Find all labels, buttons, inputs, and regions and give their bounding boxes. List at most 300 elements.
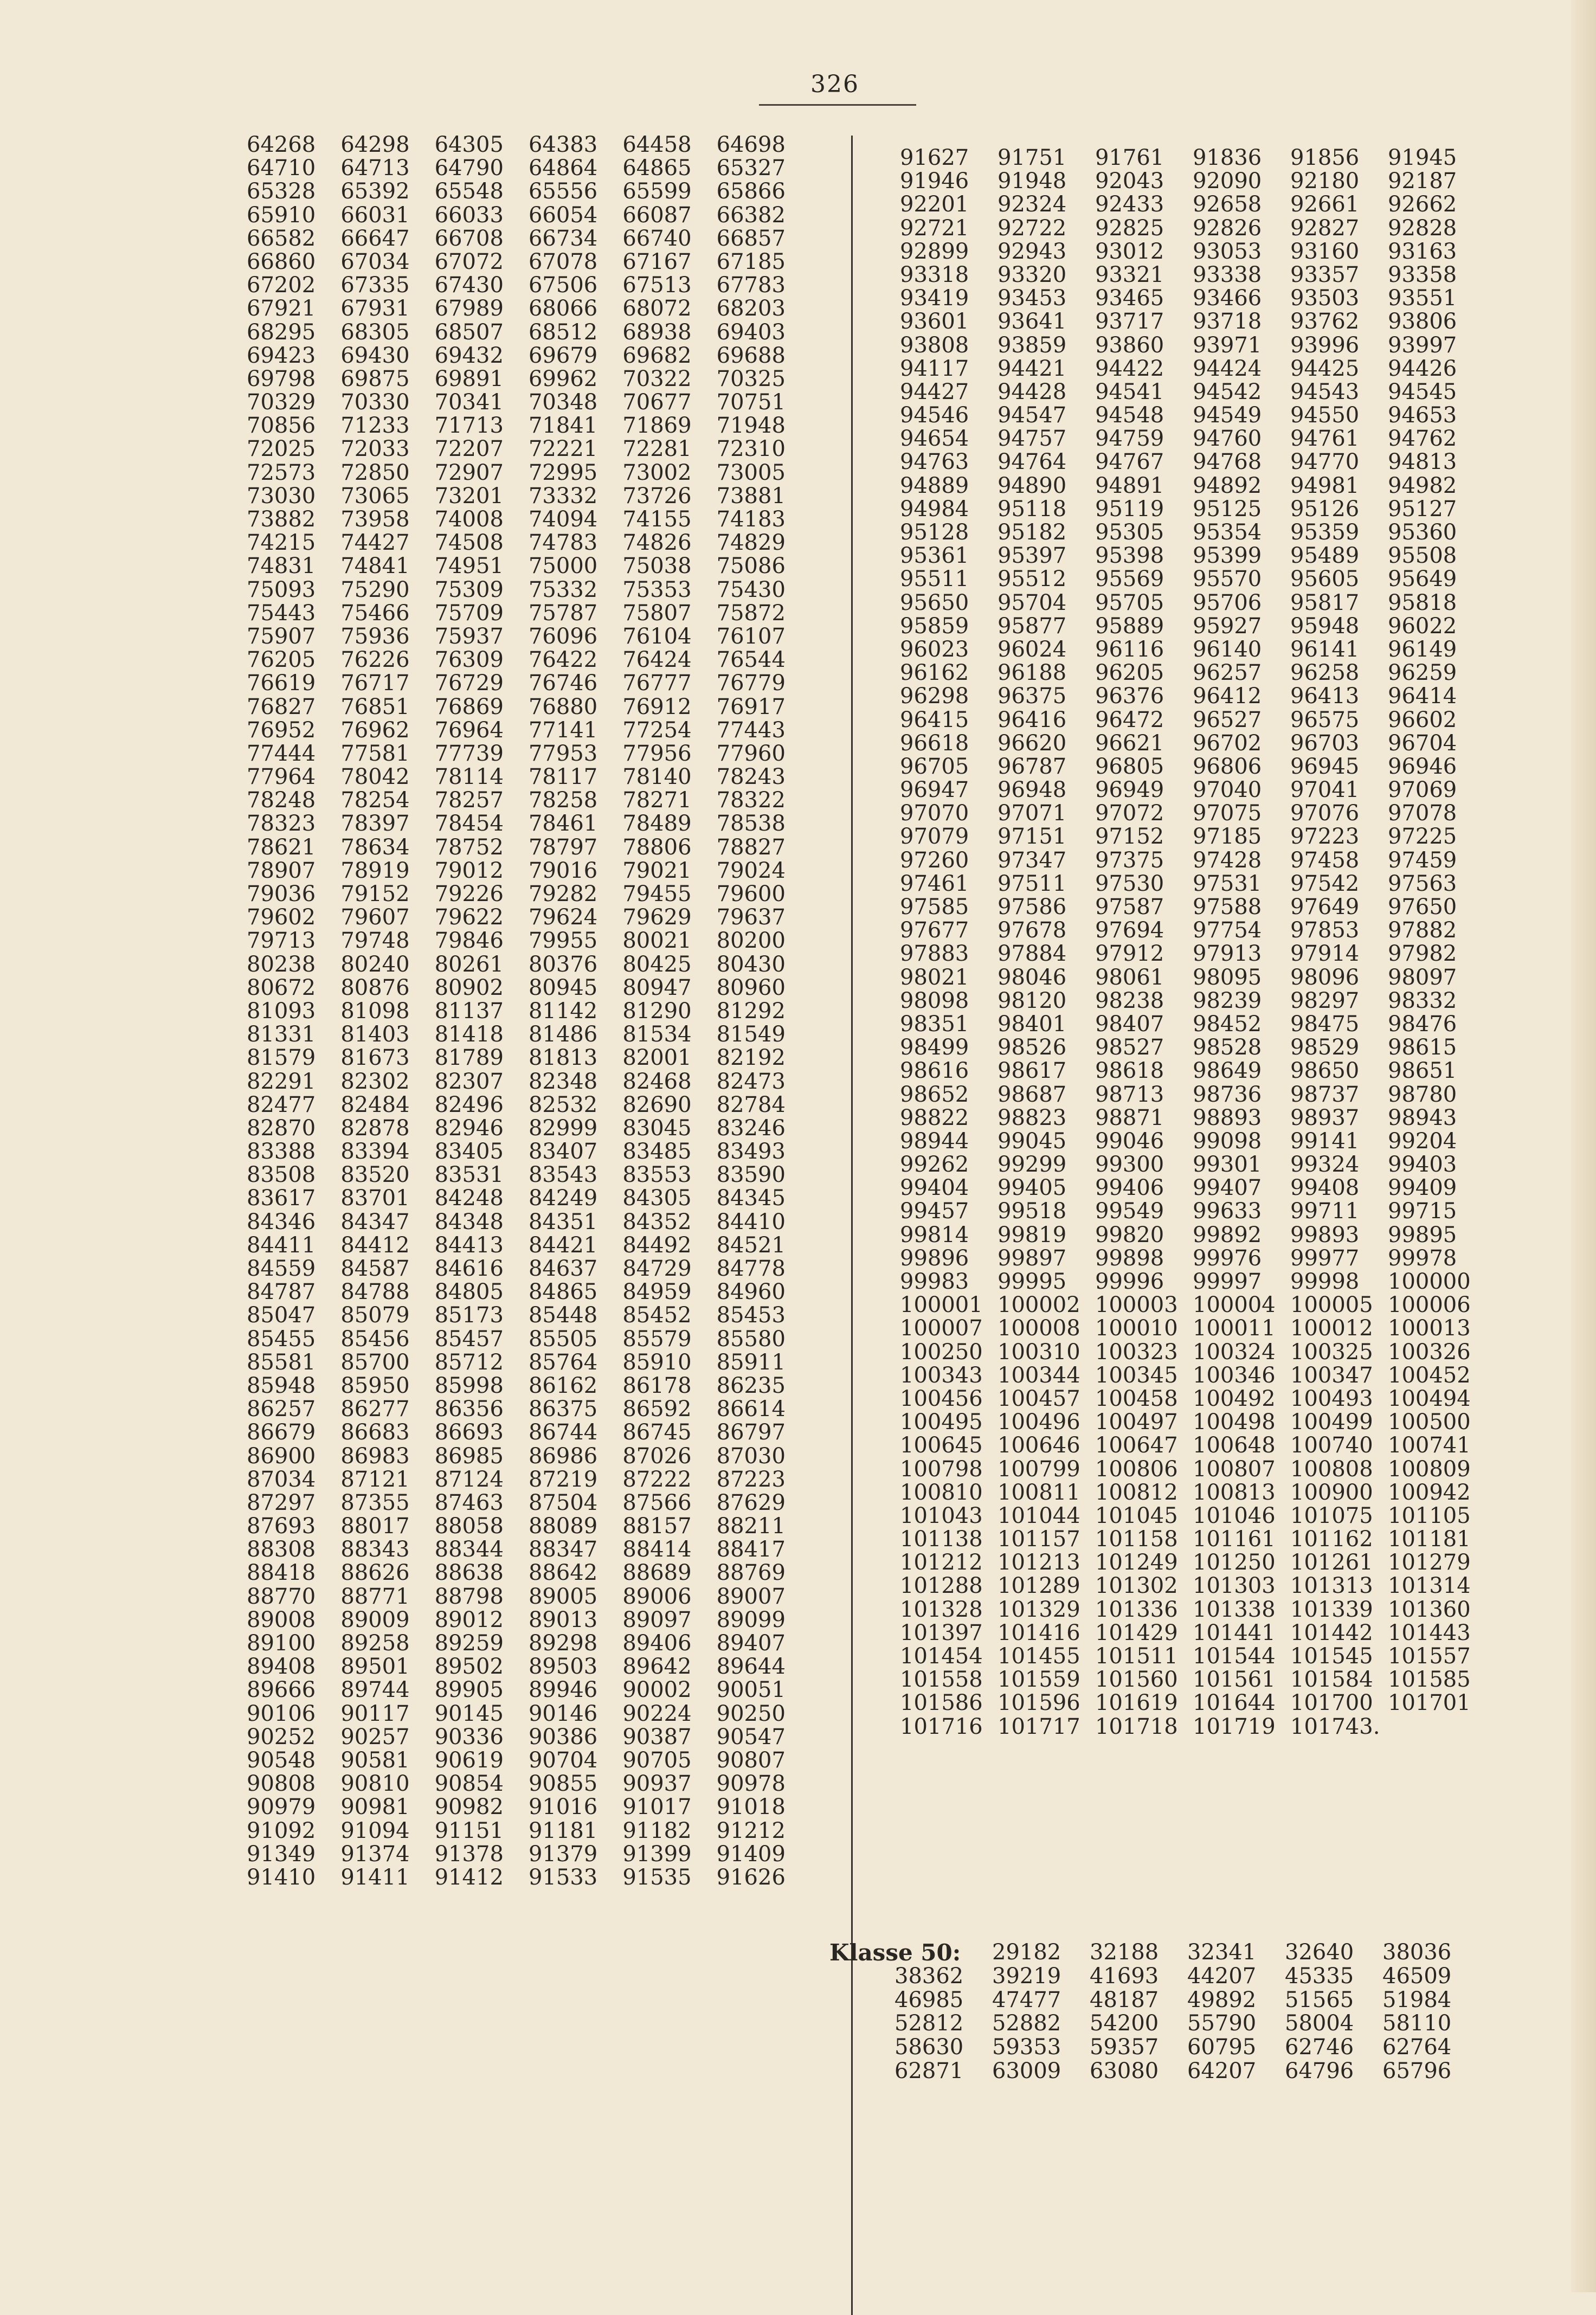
number-cell: 87463 [434, 1490, 504, 1515]
number-cell: 64710 [247, 156, 316, 181]
number-row [247, 1726, 810, 1749]
number-cell: 101586 [900, 1690, 983, 1716]
number-cell: 82348 [528, 1069, 598, 1094]
number-cell: 75807 [622, 600, 692, 626]
number-cell: 86178 [622, 1373, 692, 1398]
number-row [900, 193, 1491, 216]
number-cell: 96149 [1388, 636, 1457, 662]
number-cell: 71841 [528, 413, 598, 439]
number-cell: 96948 [998, 777, 1067, 803]
number-cell: 85457 [434, 1326, 504, 1352]
number-cell: 73332 [528, 483, 598, 509]
number-row [247, 1866, 810, 1889]
number-cell: 65599 [622, 179, 692, 204]
number-cell: 98944 [900, 1128, 969, 1154]
number-row [900, 661, 1491, 685]
number-cell: 90387 [622, 1724, 692, 1750]
number-cell: 90051 [716, 1677, 786, 1703]
number-cell: 93012 [1095, 239, 1164, 264]
number-row [900, 1458, 1491, 1481]
number-cell: 101162 [1290, 1527, 1373, 1552]
number-cell: 95398 [1095, 543, 1164, 569]
number-cell: 96705 [900, 754, 969, 779]
number-cell: 95399 [1193, 543, 1262, 569]
number-cell: 80902 [434, 975, 504, 1000]
number-cell: 101302 [1095, 1573, 1178, 1599]
number-cell: 101454 [900, 1644, 983, 1669]
number-cell: 101043 [900, 1503, 983, 1528]
number-cell: 88347 [528, 1537, 598, 1562]
number-cell: 70325 [716, 366, 786, 391]
number-cell: 88343 [340, 1537, 410, 1562]
number-cell: 51984 [1382, 1987, 1452, 2012]
number-cell: 99977 [1290, 1245, 1360, 1271]
number-cell: 66087 [622, 202, 692, 228]
number-cell: 101313 [1290, 1573, 1373, 1599]
number-cell: 71713 [434, 413, 504, 439]
number-cell: 64698 [716, 132, 786, 157]
number-row [247, 953, 810, 976]
number-cell: 74508 [434, 530, 504, 556]
number-cell: 97853 [1290, 918, 1360, 943]
number-cell: 101289 [998, 1573, 1080, 1599]
number-cell: 86983 [340, 1443, 410, 1469]
number-cell: 92943 [998, 239, 1067, 264]
number-cell: 97883 [900, 941, 969, 967]
number-cell: 89406 [622, 1631, 692, 1656]
number-cell: 99457 [900, 1199, 969, 1224]
number-cell: 100008 [998, 1316, 1080, 1341]
number-cell: 88771 [340, 1584, 410, 1609]
number-cell: 70677 [622, 390, 692, 415]
number-cell: 100250 [900, 1339, 983, 1365]
number-cell: 69423 [247, 343, 316, 368]
number-cell: 93338 [1193, 262, 1262, 287]
number-cell: 81813 [528, 1045, 598, 1071]
number-cell: 101338 [1193, 1597, 1276, 1622]
number-cell: 101561 [1193, 1667, 1276, 1693]
number-cell: 98120 [998, 988, 1067, 1013]
number-cell: 76880 [528, 694, 598, 719]
number-cell: 86375 [528, 1397, 598, 1422]
number-cell: 86614 [716, 1397, 786, 1422]
number-cell: 96602 [1388, 707, 1457, 732]
number-cell: 100494 [1388, 1386, 1471, 1411]
number-cell: 69403 [716, 319, 786, 345]
number-cell: 87504 [528, 1490, 598, 1515]
number-cell: 76827 [247, 694, 316, 719]
number-cell: 75466 [340, 600, 410, 626]
number-cell: 95128 [900, 520, 969, 545]
number-cell: 84778 [716, 1256, 786, 1281]
number-cell: 100741 [1388, 1433, 1471, 1458]
number-cell: 99045 [998, 1128, 1067, 1154]
number-cell: 94654 [900, 426, 969, 452]
number-cell: 69688 [716, 343, 786, 368]
number-cell: 90979 [247, 1795, 316, 1820]
number-cell: 98943 [1388, 1105, 1457, 1130]
number-cell: 97260 [900, 847, 969, 873]
number-cell: 81549 [716, 1022, 786, 1047]
number-cell: 66734 [528, 226, 598, 251]
number-cell: 92043 [1095, 169, 1164, 194]
number-cell: 96621 [1095, 730, 1164, 756]
number-row [247, 250, 810, 274]
number-cell: 97585 [900, 895, 969, 919]
number-cell: 75093 [247, 577, 316, 602]
number-cell: 95927 [1193, 613, 1262, 639]
number-cell: 100813 [1193, 1480, 1276, 1505]
number-cell: 78323 [247, 811, 316, 837]
number-cell: 97069 [1388, 777, 1457, 803]
number-cell: 87026 [622, 1443, 692, 1469]
number-row [247, 719, 810, 742]
number-cell: 65548 [434, 179, 504, 204]
number-cell: 67167 [622, 249, 692, 274]
number-cell: 96946 [1388, 754, 1457, 779]
number-cell: 46985 [894, 1987, 964, 2012]
number-cell: 85047 [247, 1303, 316, 1328]
number-cell: 93859 [998, 332, 1067, 358]
number-cell: 99409 [1388, 1175, 1457, 1201]
number-cell: 101619 [1095, 1690, 1178, 1716]
page-number: 326 [810, 70, 859, 98]
number-cell: 92827 [1290, 215, 1360, 241]
number-cell: 95182 [998, 520, 1067, 545]
number-row [900, 1598, 1491, 1622]
number-cell: 100003 [1095, 1292, 1178, 1318]
number-cell: 77960 [716, 741, 786, 766]
number-cell: 79607 [340, 905, 410, 930]
number-row [247, 789, 810, 812]
number-cell: 92828 [1388, 215, 1457, 241]
number-cell: 71948 [716, 413, 786, 439]
number-cell: 87355 [340, 1490, 410, 1515]
number-row [247, 1023, 810, 1046]
number-cell: 81579 [247, 1045, 316, 1071]
number-cell: 99995 [998, 1269, 1067, 1294]
number-cell: 76912 [622, 694, 692, 719]
number-cell: 39219 [992, 1963, 1061, 1989]
number-cell: 38362 [894, 1963, 964, 1989]
number-cell: 88089 [528, 1514, 598, 1539]
number-cell: 98239 [1193, 988, 1262, 1013]
number-row [247, 274, 810, 297]
number-cell: 84305 [622, 1186, 692, 1211]
number-cell: 76424 [622, 647, 692, 673]
number-cell: 101138 [900, 1527, 983, 1552]
number-cell: 89407 [716, 1631, 786, 1656]
number-cell: 74008 [434, 507, 504, 532]
number-cell: 93163 [1388, 239, 1457, 264]
number-cell: 96949 [1095, 777, 1164, 803]
number-row [247, 531, 810, 555]
number-cell: 72025 [247, 436, 316, 462]
number-cell: 101288 [900, 1573, 983, 1599]
number-cell: 95359 [1290, 520, 1360, 545]
number-cell: 101328 [900, 1597, 983, 1622]
number-row [247, 1046, 810, 1070]
number-cell: 101261 [1290, 1550, 1373, 1576]
number-cell: 95397 [998, 543, 1067, 569]
number-cell: 97542 [1290, 871, 1360, 896]
number-cell: 79602 [247, 905, 316, 930]
number-row [900, 919, 1491, 942]
number-cell: 88770 [247, 1584, 316, 1609]
number-cell: 78243 [716, 764, 786, 790]
number-cell: 84788 [340, 1279, 410, 1305]
number-cell: 79012 [434, 858, 504, 883]
number-cell: 73030 [247, 483, 316, 509]
number-cell: 63080 [1090, 2058, 1159, 2084]
number-cell: 78114 [434, 764, 504, 790]
number-cell: 86693 [434, 1420, 504, 1445]
number-cell: 83508 [247, 1162, 316, 1188]
number-row [247, 1398, 810, 1421]
number-cell: 72995 [528, 460, 598, 485]
number-cell: 97650 [1388, 895, 1457, 919]
number-cell: 91533 [528, 1864, 598, 1890]
number-cell: 89905 [434, 1677, 504, 1703]
number-cell: 75936 [340, 623, 410, 649]
number-cell: 81137 [434, 998, 504, 1024]
number-cell: 98297 [1290, 988, 1360, 1013]
number-cell: 89013 [528, 1607, 598, 1632]
number-cell: 100324 [1193, 1339, 1276, 1365]
number-cell: 95511 [900, 567, 969, 592]
number-cell: 89503 [528, 1654, 598, 1680]
number-row [900, 498, 1491, 521]
number-cell: 83388 [247, 1139, 316, 1165]
number-cell: 83590 [716, 1162, 786, 1188]
number-cell: 81789 [434, 1045, 504, 1071]
number-cell: 93762 [1290, 309, 1360, 335]
number-row [247, 1843, 810, 1866]
number-cell: 67072 [434, 249, 504, 274]
number-cell: 78797 [528, 834, 598, 860]
number-row [900, 1036, 1491, 1059]
number-cell: 83045 [622, 1115, 692, 1141]
number-cell: 67783 [716, 273, 786, 298]
number-cell: 88344 [434, 1537, 504, 1562]
number-cell: 78254 [340, 788, 410, 813]
number-cell: 88157 [622, 1514, 692, 1539]
number-row [247, 883, 810, 906]
number-cell: 100323 [1095, 1339, 1178, 1365]
number-row [900, 170, 1491, 193]
number-cell: 101559 [998, 1667, 1080, 1693]
number-row [247, 1702, 810, 1726]
number-row [900, 1434, 1491, 1457]
number-cell: 101701 [1388, 1690, 1471, 1716]
number-cell: 90581 [340, 1747, 410, 1773]
number-cell: 91182 [622, 1818, 692, 1843]
number-cell: 47477 [992, 1987, 1061, 2012]
number-cell: 67931 [340, 296, 410, 321]
number-cell: 96022 [1388, 613, 1457, 639]
number-cell: 92658 [1193, 192, 1262, 217]
number-cell: 94421 [998, 356, 1067, 381]
number-cell: 101585 [1388, 1667, 1471, 1693]
number-cell: 96806 [1193, 754, 1262, 779]
number-cell: 98527 [1095, 1035, 1164, 1060]
number-cell: 97912 [1095, 941, 1164, 967]
number-cell: 85950 [340, 1373, 410, 1398]
number-cell: 96413 [1290, 684, 1360, 709]
number-cell: 94762 [1388, 426, 1457, 452]
number-cell: 64865 [622, 156, 692, 181]
number-cell: 78454 [434, 811, 504, 837]
number-cell: 82192 [716, 1045, 786, 1071]
number-cell: 64713 [340, 156, 410, 181]
number-cell: 99997 [1193, 1269, 1262, 1294]
number-cell: 90117 [340, 1701, 410, 1726]
klasse-first-row [829, 1941, 1502, 1965]
number-cell: 99300 [1095, 1152, 1164, 1178]
number-cell: 69432 [434, 343, 504, 368]
number-cell: 79016 [528, 858, 598, 883]
number-cell: 67202 [247, 273, 316, 298]
number-cell: 76107 [716, 623, 786, 649]
number-cell: 85998 [434, 1373, 504, 1398]
number-cell: 84521 [716, 1232, 786, 1258]
number-cell: 101443 [1388, 1620, 1471, 1645]
number-cell: 93419 [900, 286, 969, 311]
number-cell: 83493 [716, 1139, 786, 1165]
number-cell: 81403 [340, 1022, 410, 1047]
number-cell: 89006 [622, 1584, 692, 1609]
number-cell: 100900 [1290, 1480, 1373, 1505]
number-cell: 77964 [247, 764, 316, 790]
number-cell: 93551 [1388, 286, 1457, 311]
number-cell: 98452 [1193, 1011, 1262, 1037]
number-cell: 101046 [1193, 1503, 1276, 1528]
number-cell: 90705 [622, 1747, 692, 1773]
number-row [900, 1645, 1491, 1668]
number-cell: 86235 [716, 1373, 786, 1398]
number-cell: 82690 [622, 1092, 692, 1117]
number-cell: 78461 [528, 811, 598, 837]
number-cell: 95126 [1290, 496, 1360, 522]
number-cell: 82878 [340, 1115, 410, 1141]
number-cell: 75290 [340, 577, 410, 602]
number-cell: 101249 [1095, 1550, 1178, 1576]
number-cell: 101429 [1095, 1620, 1178, 1645]
number-row [247, 508, 810, 531]
number-cell: 101700 [1290, 1690, 1373, 1716]
number-cell: 100495 [900, 1410, 983, 1435]
number-cell: 85455 [247, 1326, 316, 1352]
number-cell: 72033 [340, 436, 410, 462]
number-row [900, 1715, 1491, 1739]
number-cell: 96787 [998, 754, 1067, 779]
number-row [247, 812, 810, 835]
number-cell: 86900 [247, 1443, 316, 1469]
number-cell: 70329 [247, 390, 316, 415]
number-cell: 100798 [900, 1456, 983, 1482]
number-cell: 97428 [1193, 847, 1262, 873]
number-cell: 95127 [1388, 496, 1457, 522]
number-cell: 95704 [998, 590, 1067, 615]
number-cell: 91379 [528, 1841, 598, 1867]
number-cell: 95354 [1193, 520, 1262, 545]
number-cell: 91751 [998, 145, 1067, 170]
number-cell: 95948 [1290, 613, 1360, 639]
number-cell: 85580 [716, 1326, 786, 1352]
number-cell: 98407 [1095, 1011, 1164, 1037]
number-cell: 101158 [1095, 1527, 1178, 1552]
number-cell: 96412 [1193, 684, 1262, 709]
number-cell: 81673 [340, 1045, 410, 1071]
number-cell: 101075 [1290, 1503, 1373, 1528]
number-row [900, 872, 1491, 896]
number-cell: 84865 [528, 1279, 598, 1305]
number-cell: 94427 [900, 379, 969, 404]
number-cell: 100499 [1290, 1410, 1373, 1435]
number-cell: 100310 [998, 1339, 1080, 1365]
number-cell: 97588 [1193, 895, 1262, 919]
number-cell: 98528 [1193, 1035, 1262, 1060]
number-row [247, 344, 810, 368]
number-cell: 79624 [528, 905, 598, 930]
number-cell: 82496 [434, 1092, 504, 1117]
number-cell: 68072 [622, 296, 692, 321]
number-cell: 94543 [1290, 379, 1360, 404]
number-row [247, 648, 810, 672]
number-cell: 93320 [998, 262, 1067, 287]
number-cell: 74826 [622, 530, 692, 556]
number-cell: 95889 [1095, 613, 1164, 639]
number-row [900, 381, 1491, 404]
number-cell: 95305 [1095, 520, 1164, 545]
number-cell: 52882 [992, 2011, 1061, 2036]
number-cell: 69875 [340, 366, 410, 391]
number-cell: 78621 [247, 834, 316, 860]
right-number-column [900, 146, 1491, 1739]
number-row [900, 1341, 1491, 1364]
number-cell: 98351 [900, 1011, 969, 1037]
page-edge [1571, 0, 1596, 2292]
number-cell: 94548 [1095, 403, 1164, 428]
number-cell: 65327 [716, 156, 786, 181]
number-cell: 71233 [340, 413, 410, 439]
number-cell: 88417 [716, 1537, 786, 1562]
number-row [247, 1491, 810, 1515]
number-cell: 97225 [1388, 824, 1457, 850]
number-cell: 89502 [434, 1654, 504, 1680]
number-row [247, 461, 810, 485]
number-row [894, 1965, 1502, 1989]
number-cell: 67989 [434, 296, 504, 321]
number-cell: 87030 [716, 1443, 786, 1469]
number-cell: 93641 [998, 309, 1067, 335]
number-cell: 101105 [1388, 1503, 1471, 1528]
number-cell: 83701 [340, 1186, 410, 1211]
number-row [894, 2036, 1502, 2060]
number-cell: 79600 [716, 882, 786, 906]
number-cell: 94545 [1388, 379, 1457, 404]
number-cell: 97040 [1193, 777, 1262, 803]
number-cell: 66708 [434, 226, 504, 251]
number-row [900, 1130, 1491, 1153]
number-cell: 70322 [622, 366, 692, 391]
number-cell: 99324 [1290, 1152, 1360, 1178]
number-cell: 76952 [247, 717, 316, 743]
klasse-label: Klasse 50: [829, 1939, 961, 1966]
number-cell: 55790 [1187, 2011, 1257, 2036]
number-row [247, 485, 810, 508]
number-cell: 78322 [716, 788, 786, 813]
